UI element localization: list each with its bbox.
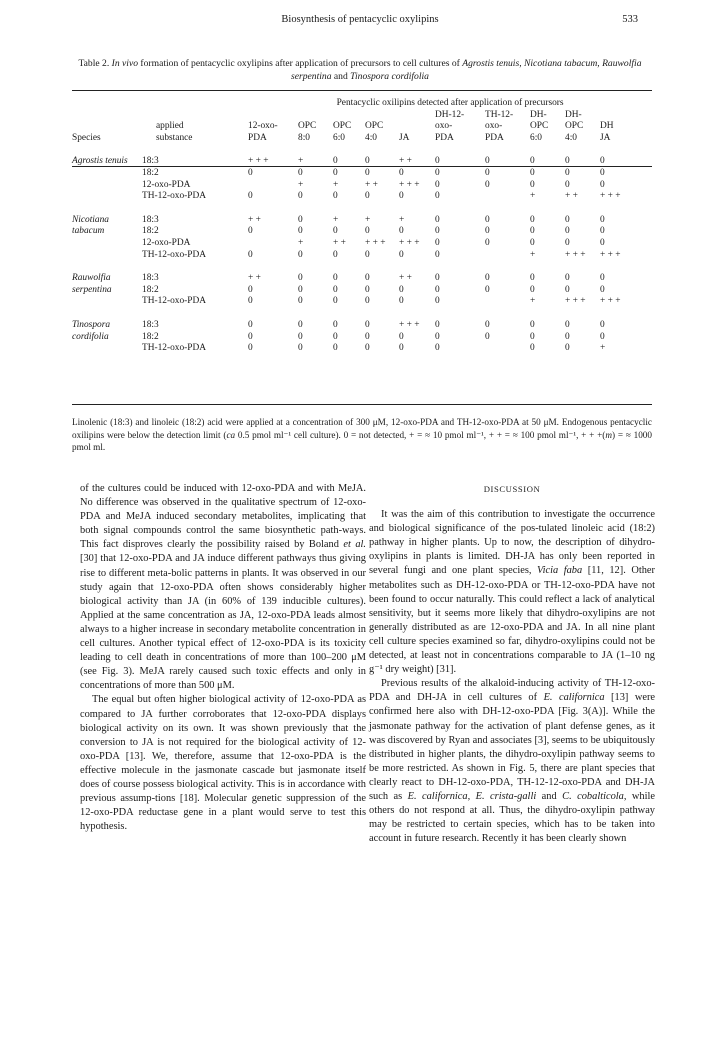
species-cell: [72, 168, 142, 180]
value-cell: 0: [530, 284, 535, 295]
right-p1-text-a: It was the aim of this contribution to investigate the occurrence and biological significance of the pos-tulated linoleic acid (18:2) pathway in higher plants. Up to now, the description of dihydro-oxylipins in plants is limited. DH-JA has only been reported in several fungi and one plant species,: [369, 509, 655, 577]
column-header: oxo-: [485, 121, 503, 132]
value-cell: 0: [333, 331, 338, 342]
value-cell: 0: [399, 284, 404, 295]
caption-text: formation of pentacyclic oxylipins after application of precursors to cell cultures of: [138, 58, 463, 69]
value-cell: 0: [530, 156, 535, 167]
left-paragraph-2: The equal but often higher biological activity of 12-oxo-PDA as compared to JA further corroborates that 12-oxo-PDA displays biological activity on its own. It was shown previously that the conversion to JA is not required for the biological activity of 12-oxo-PDA [13]. We, therefore, assume that 12-oxo-PDA is the effective molecule in the jasmonate cascade but jasmonate itself does of course possess biological activity. This is in accordance with previous assump-tions [18]. Molecular genetic suppression of the 12-oxo-PDA reductase gene in a plant would serve to test this hypothesis.: [80, 694, 366, 833]
right-p2-ccob: C. cobalticola: [562, 790, 624, 802]
value-cell: [248, 238, 298, 250]
value-cell: + + +: [565, 249, 586, 260]
species-cell: Tinospora: [72, 319, 111, 330]
value-cell: 0: [435, 331, 440, 342]
value-cell: 0: [298, 273, 303, 284]
caption-species: Agrostis tenuis, Nicotiana tabacum, Rauwolfia serpentina: [291, 58, 642, 82]
caption-prefix: Table 2.: [78, 58, 112, 69]
value-cell: 0: [565, 237, 570, 248]
caption-in-vivo: In vivo: [111, 58, 139, 69]
column-header: DH: [600, 121, 614, 132]
value-cell: 0: [600, 214, 605, 225]
value-cell: 0: [530, 214, 535, 225]
column-header: 12-oxo-: [248, 121, 278, 132]
value-cell: 0: [435, 237, 440, 248]
table-span-header-row: [72, 98, 652, 110]
value-cell: 0: [333, 296, 338, 307]
group-spacer: [72, 203, 652, 215]
right-p2-ecal: E. californica: [543, 692, 605, 704]
value-cell: + + +: [600, 296, 621, 307]
substance-cell: TH-12-oxo-PDA: [142, 296, 207, 307]
value-cell: 0: [333, 226, 338, 237]
value-cell: 0: [485, 319, 490, 330]
table-row: [72, 191, 652, 203]
table-bottom-rule: [72, 404, 652, 405]
value-cell: 0: [248, 319, 253, 330]
value-cell: 0: [485, 237, 490, 248]
right-paragraph-2: [369, 677, 655, 846]
value-cell: 0: [298, 226, 303, 237]
value-cell: 0: [365, 284, 370, 295]
species-cell: cordifolia: [72, 331, 109, 342]
table-row: [72, 332, 652, 344]
column-header: DH-12-: [435, 109, 465, 120]
species-cell: serpentina: [72, 284, 112, 295]
right-paragraph-1: [369, 508, 655, 677]
value-cell: 0: [333, 273, 338, 284]
value-cell: + +: [248, 273, 261, 284]
left-p1-text-b: [30] that 12-oxo-PDA and JA induce different pathways thus giving rise to different meta-bolic patterns in plants. It was observed in our study again that 12-oxo-PDA often shows considerably higher biological activity than JA (in 60% of 139 inducible cultures). Applied at the same concentration as JA, 12-oxo-PDA leads almost always to a higher increase in secondary metabolite concentration in cell cultures. Another typical effect of 12-oxo-PDA is its toxicity leading to cell death in concentrations of more than 100–200 μM (see Fig. 3). MeJA rarely caused such toxic effects and only in concentrations of more than 500 μM.: [80, 553, 366, 692]
value-cell: 0: [600, 319, 605, 330]
value-cell: 0: [248, 284, 253, 295]
value-cell: 0: [600, 226, 605, 237]
value-cell: 0: [435, 296, 440, 307]
value-cell: +: [365, 214, 371, 225]
value-cell: +: [333, 179, 339, 190]
column-header: JA: [600, 132, 611, 143]
value-cell: 0: [485, 226, 490, 237]
column-header: PDA: [485, 132, 504, 143]
value-cell: 0: [298, 214, 303, 225]
substance-cell: 18:3: [142, 319, 159, 330]
column-header: [600, 110, 652, 122]
value-cell: 0: [298, 284, 303, 295]
value-cell: 0: [530, 331, 535, 342]
column-header: OPC: [565, 121, 584, 132]
table-row: [72, 238, 652, 250]
column-header: [72, 110, 142, 122]
table-caption: [70, 58, 650, 83]
value-cell: 0: [600, 179, 605, 190]
substance-cell: 18:2: [142, 331, 159, 342]
value-cell: 0: [565, 156, 570, 167]
value-cell: 0: [565, 214, 570, 225]
running-title: Biosynthesis of pentacyclic oxylipins: [281, 14, 439, 25]
column-header: 8:0: [298, 132, 310, 143]
value-cell: 0: [399, 249, 404, 260]
substance-cell: 18:2: [142, 226, 159, 237]
caption-species-last: Tinospora cordifolia: [350, 70, 429, 82]
value-cell: + +: [365, 179, 378, 190]
table-footnote: [72, 416, 652, 454]
table-header-row: [72, 121, 652, 133]
value-cell: + +: [399, 156, 412, 167]
value-cell: 0: [435, 179, 440, 190]
value-cell: + + +: [600, 249, 621, 260]
column-header: 6:0: [530, 132, 542, 143]
value-cell: 0: [435, 284, 440, 295]
value-cell: 0: [399, 343, 404, 354]
value-cell: +: [333, 214, 339, 225]
value-cell: 0: [435, 191, 440, 202]
substance-cell: 18:3: [142, 156, 159, 167]
species-cell: [72, 343, 142, 355]
table-header-row: [72, 133, 652, 145]
species-cell: Rauwolfia: [72, 273, 111, 284]
value-cell: + + +: [565, 296, 586, 307]
column-header: OPC: [333, 121, 352, 132]
value-cell: 0: [600, 237, 605, 248]
column-header: PDA: [435, 132, 454, 143]
value-cell: 0: [485, 156, 490, 167]
value-cell: 0: [600, 331, 605, 342]
footnote-ca: ca: [226, 429, 236, 440]
header-blank: [72, 98, 248, 110]
value-cell: 0: [530, 319, 535, 330]
value-cell: 0: [565, 226, 570, 237]
value-cell: 0: [333, 156, 338, 167]
table-spacer: [72, 144, 652, 156]
substance-cell: 18:2: [142, 284, 159, 295]
value-cell: 0: [565, 284, 570, 295]
value-cell: 0: [530, 343, 535, 354]
column-header: [248, 110, 298, 122]
value-cell: 0: [248, 226, 253, 237]
column-header: applied: [156, 121, 184, 132]
footnote-part-1: Linolenic (18:3) and linoleic (18:2) acid were applied at a concentration of 300 μM, 12-oxo-PDA and TH-12-oxo-PDA at 50 μM. Endogenous pentacyclic oxilipins were below the detection limit (: [72, 417, 652, 440]
value-cell: + +: [248, 214, 261, 225]
value-cell: 0: [530, 226, 535, 237]
value-cell: 0: [435, 226, 440, 237]
value-cell: + + +: [399, 237, 420, 248]
value-cell: 0: [399, 191, 404, 202]
column-header: 4:0: [365, 132, 377, 143]
value-cell: 0: [485, 179, 490, 190]
spacer-cell: [72, 308, 652, 320]
species-cell: [72, 180, 142, 192]
value-cell: 0: [530, 167, 535, 178]
group-spacer: [72, 308, 652, 320]
species-cell: [72, 238, 142, 250]
value-cell: [485, 343, 530, 355]
value-cell: +: [298, 179, 304, 190]
right-column: [369, 482, 655, 846]
left-p1-etal: et al.: [343, 539, 366, 551]
species-cell: [72, 250, 142, 262]
value-cell: 0: [333, 167, 338, 178]
column-header: oxo-: [435, 121, 453, 132]
column-header: [365, 110, 399, 122]
value-cell: 0: [565, 273, 570, 284]
right-p1-text-b: [11, 12]. Other metabolites such as DH-12-oxo-PDA or TH-12-oxo-PDA have not been found to occur naturally. This could reflect a lack of analytical sensitivity, but it seems more likely that dihydro-oxylipins are not generally distributed as are 12-oxo-PDA and JA. In all nine plant cell culture species examined so far, dihydro-oxylipins could not be detected, at least not in concentrations comparable to JA (1–10 ng g⁻¹ dry weight) [31].: [369, 565, 656, 676]
value-cell: 0: [399, 331, 404, 342]
table-body: [72, 98, 652, 355]
value-cell: 0: [435, 167, 440, 178]
value-cell: 0: [365, 273, 370, 284]
left-column: [80, 482, 366, 834]
value-cell: 0: [298, 191, 303, 202]
column-header: [142, 110, 248, 122]
value-cell: 0: [298, 319, 303, 330]
table-row: [72, 343, 652, 355]
precursor-table: [72, 98, 652, 355]
column-header: [333, 110, 365, 122]
value-cell: + +: [565, 191, 578, 202]
species-cell: Nicotiana: [72, 214, 109, 225]
value-cell: 0: [333, 191, 338, 202]
column-header: DH-: [565, 109, 582, 120]
column-header: OPC: [298, 121, 317, 132]
value-cell: [485, 296, 530, 308]
value-cell: + + +: [248, 156, 269, 167]
column-header: [72, 121, 142, 133]
value-cell: 0: [600, 273, 605, 284]
column-header: [298, 110, 333, 122]
value-cell: 0: [530, 273, 535, 284]
value-cell: 0: [365, 319, 370, 330]
value-cell: 0: [435, 319, 440, 330]
value-cell: 0: [365, 296, 370, 307]
value-cell: 0: [485, 167, 490, 178]
value-cell: +: [530, 249, 536, 260]
column-header: DH-: [530, 109, 547, 120]
value-cell: 0: [565, 343, 570, 354]
value-cell: 0: [248, 296, 253, 307]
value-cell: 0: [600, 284, 605, 295]
table-row: [72, 273, 652, 285]
table-row: [72, 156, 652, 168]
column-header: [399, 110, 435, 122]
value-cell: + + +: [399, 319, 420, 330]
table-row: [72, 320, 652, 332]
column-header: 4:0: [565, 132, 577, 143]
right-p1-vicia: Vicia faba: [537, 565, 583, 577]
value-cell: +: [298, 156, 304, 167]
value-cell: [485, 191, 530, 203]
value-cell: 0: [248, 249, 253, 260]
value-cell: 0: [435, 273, 440, 284]
value-cell: 0: [600, 167, 605, 178]
value-cell: 0: [485, 284, 490, 295]
table-row: [72, 168, 652, 180]
table-row: [72, 250, 652, 262]
column-header: Species: [72, 132, 101, 143]
right-p2-text-c: , while others do not respond at all. Thus, the dihydro-oxylipin pathway may be restricted to certain species, which has to be taken into account in future research. Recently it has been clearly shown: [369, 790, 656, 845]
value-cell: +: [600, 343, 606, 354]
value-cell: 0: [298, 296, 303, 307]
left-p1-text-a: of the cultures could be induced with 12-oxo-PDA and with MeJA. No difference was observed in the qualitative spectrum of 12-oxo-PDA and MeJA induced secondary metabolites, implicating that both signal compounds control the same biosynthetic path-ways. This fact disproves clearly the possibility raised by Boland: [80, 483, 366, 551]
value-cell: 0: [435, 214, 440, 225]
substance-cell: 12-oxo-PDA: [142, 179, 191, 190]
substance-cell: 12-oxo-PDA: [142, 237, 191, 248]
value-cell: 0: [565, 319, 570, 330]
value-cell: 0: [248, 343, 253, 354]
left-paragraph-1: [80, 482, 366, 693]
value-cell: 0: [248, 331, 253, 342]
value-cell: 0: [399, 296, 404, 307]
table-top-rule: [72, 90, 652, 91]
spacer-cell: [72, 203, 652, 215]
spacer-cell: [72, 144, 652, 156]
right-p2-text-a: Previous results of the alkaloid-inducing activity of TH-12-oxo-PDA and DH-JA in cell cultures of: [369, 678, 655, 704]
value-cell: 0: [399, 226, 404, 237]
substance-cell: TH-12-oxo-PDA: [142, 249, 207, 260]
value-cell: 0: [333, 343, 338, 354]
table-row: [72, 180, 652, 192]
column-header: OPC: [365, 121, 384, 132]
value-cell: 0: [399, 167, 404, 178]
value-cell: 0: [365, 343, 370, 354]
table-row: [72, 285, 652, 297]
column-header: OPC: [530, 121, 549, 132]
value-cell: 0: [298, 331, 303, 342]
table-row: [72, 296, 652, 308]
caption-and: and: [331, 70, 351, 82]
group-spacer: [72, 261, 652, 273]
discussion-heading: DISCUSSION: [483, 484, 541, 494]
value-cell: 0: [565, 331, 570, 342]
column-header: TH-12-: [485, 109, 514, 120]
value-cell: 0: [485, 273, 490, 284]
table-row: [72, 215, 652, 227]
species-cell: tabacum: [72, 226, 105, 237]
value-cell: 0: [248, 191, 253, 202]
substance-cell: 18:3: [142, 273, 159, 284]
column-header: JA: [399, 132, 410, 143]
value-cell: +: [298, 237, 304, 248]
right-p2-species: E. californica, E. crista-galli: [407, 790, 537, 802]
value-cell: 0: [298, 343, 303, 354]
value-cell: 0: [333, 284, 338, 295]
value-cell: +: [399, 214, 405, 225]
page-number: 533: [622, 14, 638, 25]
substance-cell: 18:2: [142, 167, 159, 178]
value-cell: 0: [298, 167, 303, 178]
value-cell: 0: [365, 156, 370, 167]
column-header: PDA: [248, 132, 267, 143]
value-cell: 0: [565, 167, 570, 178]
species-cell: [72, 191, 142, 203]
value-cell: 0: [248, 167, 253, 178]
substance-cell: 18:3: [142, 214, 159, 225]
substance-cell: TH-12-oxo-PDA: [142, 191, 207, 202]
column-header: 6:0: [333, 132, 345, 143]
substance-cell: TH-12-oxo-PDA: [142, 343, 207, 354]
value-cell: 0: [365, 226, 370, 237]
value-cell: 0: [333, 319, 338, 330]
value-cell: 0: [365, 249, 370, 260]
value-cell: [248, 180, 298, 192]
value-cell: 0: [435, 156, 440, 167]
footnote-m: m: [605, 429, 612, 440]
value-cell: + + +: [399, 179, 420, 190]
value-cell: + +: [399, 273, 412, 284]
right-p2-text-b: [13] were confirmed here also with DH-12-oxo-PDA [Fig. 3(A)]. While the jasmonate pathway for the activation of plant defense genes, as it was discovered by Ryan and associates [3], seems to be ubiquitously distributed in higher plants, the dihydro-oxylipin pathway seems to be more restricted. As shown in Fig. 5, there are plant species that clearly react to DH-12-oxo-PDA, TH-12-12-oxo-PDA and DH-JA such as: [369, 692, 656, 802]
value-cell: +: [530, 296, 536, 307]
value-cell: [485, 250, 530, 262]
running-head: [0, 14, 720, 30]
value-cell: 0: [565, 179, 570, 190]
value-cell: 0: [530, 179, 535, 190]
value-cell: + + +: [365, 237, 386, 248]
value-cell: 0: [298, 249, 303, 260]
value-cell: 0: [530, 237, 535, 248]
species-cell: [72, 296, 142, 308]
column-header: substance: [156, 132, 193, 143]
value-cell: 0: [485, 331, 490, 342]
value-cell: 0: [485, 214, 490, 225]
value-cell: + + +: [600, 191, 621, 202]
value-cell: + +: [333, 237, 346, 248]
footnote-part-2: 0.5 pmol ml⁻¹ cell culture). 0 = not detected, + = ≈ 10 pmol ml⁻¹, + + = ≈ 100 pmol ml⁻¹, + + +(: [235, 429, 606, 440]
right-p2-and: and: [536, 790, 563, 802]
table-header-row: [72, 110, 652, 122]
value-cell: 0: [365, 167, 370, 178]
value-cell: 0: [365, 331, 370, 342]
span-header: Pentacyclic oxilipins detected after application of precursors: [336, 98, 564, 108]
value-cell: +: [530, 191, 536, 202]
value-cell: 0: [435, 249, 440, 260]
value-cell: 0: [365, 191, 370, 202]
table-row: [72, 226, 652, 238]
value-cell: 0: [435, 343, 440, 354]
column-header: [399, 121, 435, 133]
species-cell: Agrostis tenuis: [72, 156, 128, 167]
value-cell: 0: [333, 249, 338, 260]
spacer-cell: [72, 261, 652, 273]
footnote-part-3: ) = ≈ 1000 pmol ml.: [72, 429, 652, 452]
value-cell: 0: [600, 156, 605, 167]
